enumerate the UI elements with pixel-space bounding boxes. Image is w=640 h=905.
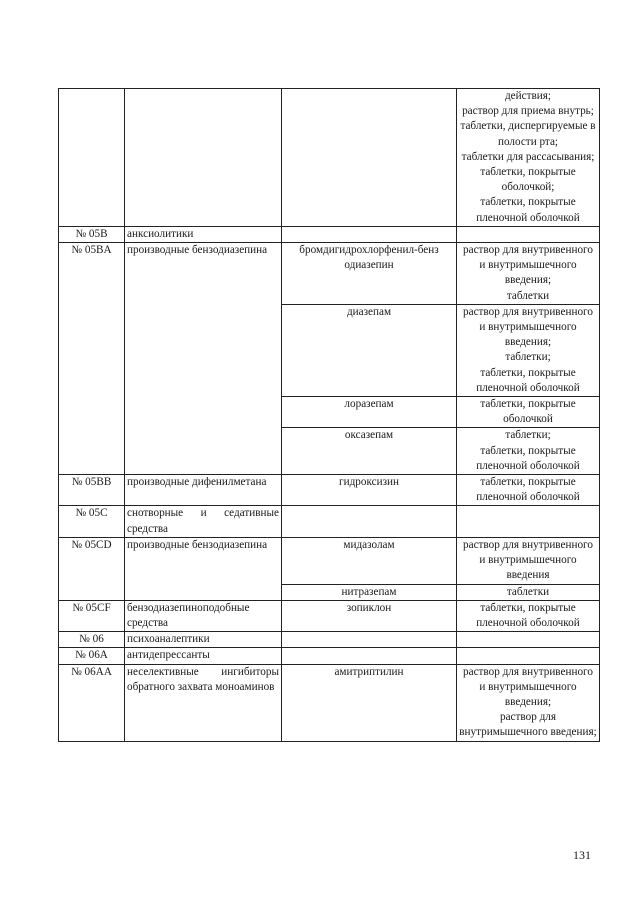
drug-name-cell: лоразепам <box>282 397 457 428</box>
group-name-text: снотворные и седативные средства <box>127 507 279 535</box>
table-row <box>59 89 600 227</box>
drug-name-cell: нитразепам <box>282 584 457 600</box>
dosage-forms-cell: таблетки, покрытые оболочкой <box>457 397 600 428</box>
atc-code-cell: № 05CF <box>59 600 125 631</box>
drug-name-cell: зопиклон <box>282 600 457 631</box>
drug-name-cell <box>282 226 457 242</box>
group-name-cell: бензодиазепиноподобные средства <box>125 600 282 631</box>
dosage-forms-cell: действия; раствор для приема внутрь; таблетки, диспергируемые в полости рта; таблетки для рассасывания; таблетки, покрытые оболочкой; таблетки, покрытые пленочной оболочкой <box>457 89 600 227</box>
dosage-forms-cell: раствор для внутривенного и внутримышечного введения; таблетки; таблетки, покрытые пленочной оболочкой <box>457 304 600 396</box>
drug-name-cell <box>282 648 457 664</box>
dosage-forms-cell: таблетки, покрытые пленочной оболочкой <box>457 600 600 631</box>
atc-code-cell: № 05BB <box>59 475 125 506</box>
dosage-forms-cell <box>457 506 600 537</box>
dosage-forms-cell <box>457 648 600 664</box>
table-row <box>59 664 600 741</box>
drug-name-cell <box>282 506 457 537</box>
group-name-cell: анксиолитики <box>125 226 282 242</box>
atc-code-cell <box>59 89 125 227</box>
drug-name-cell: оксазепам <box>282 428 457 475</box>
dosage-forms-cell <box>457 632 600 648</box>
table-row <box>59 243 600 305</box>
table-row <box>59 648 600 664</box>
table-row <box>59 632 600 648</box>
table-row <box>59 537 600 584</box>
atc-code-cell: № 05B <box>59 226 125 242</box>
atc-code-cell: № 06AA <box>59 664 125 741</box>
group-name-cell: производные бензодиазепина <box>125 537 282 600</box>
table-row <box>59 475 600 506</box>
drug-name-cell <box>282 89 457 227</box>
drug-name-cell: мидазолам <box>282 537 457 584</box>
group-name-cell: производные дифенилметана <box>125 475 282 506</box>
group-name-cell: производные бензодиазепина <box>125 243 282 475</box>
dosage-forms-cell <box>457 226 600 242</box>
page-number: 131 <box>573 848 591 862</box>
dosage-forms-cell: таблетки, покрытые пленочной оболочкой <box>457 475 600 506</box>
group-name-cell <box>125 506 282 537</box>
table-row <box>59 226 600 242</box>
atc-code-cell: № 06 <box>59 632 125 648</box>
table-row <box>59 506 600 537</box>
atc-code-cell: № 05C <box>59 506 125 537</box>
dosage-forms-cell: раствор для внутривенного и внутримышечного введения; раствор для внутримышечного введения; <box>457 664 600 741</box>
atc-code-cell: № 05CD <box>59 537 125 600</box>
drug-name-cell: гидроксизин <box>282 475 457 506</box>
table-row <box>59 600 600 631</box>
drug-name-cell: амитриптилин <box>282 664 457 741</box>
dosage-forms-cell: таблетки <box>457 584 600 600</box>
group-name-cell <box>125 89 282 227</box>
group-name-cell: антидепрессанты <box>125 648 282 664</box>
group-name-cell: психоаналептики <box>125 632 282 648</box>
atc-code-cell: № 05BA <box>59 243 125 475</box>
dosage-forms-cell: таблетки; таблетки, покрытые пленочной оболочкой <box>457 428 600 475</box>
drug-classification-table <box>58 88 600 742</box>
atc-code-cell: № 06A <box>59 648 125 664</box>
drug-name-cell: диазепам <box>282 304 457 396</box>
group-name-text: неселективные ингибиторы обратного захвата моноаминов <box>127 665 279 693</box>
dosage-forms-cell: раствор для внутривенного и внутримышечного введения <box>457 537 600 584</box>
group-name-cell <box>125 664 282 741</box>
drug-name-cell: бромдигидрохлорфенил-бенз одиазепин <box>282 243 457 305</box>
dosage-forms-cell: раствор для внутривенного и внутримышечного введения; таблетки <box>457 243 600 305</box>
drug-name-cell <box>282 632 457 648</box>
